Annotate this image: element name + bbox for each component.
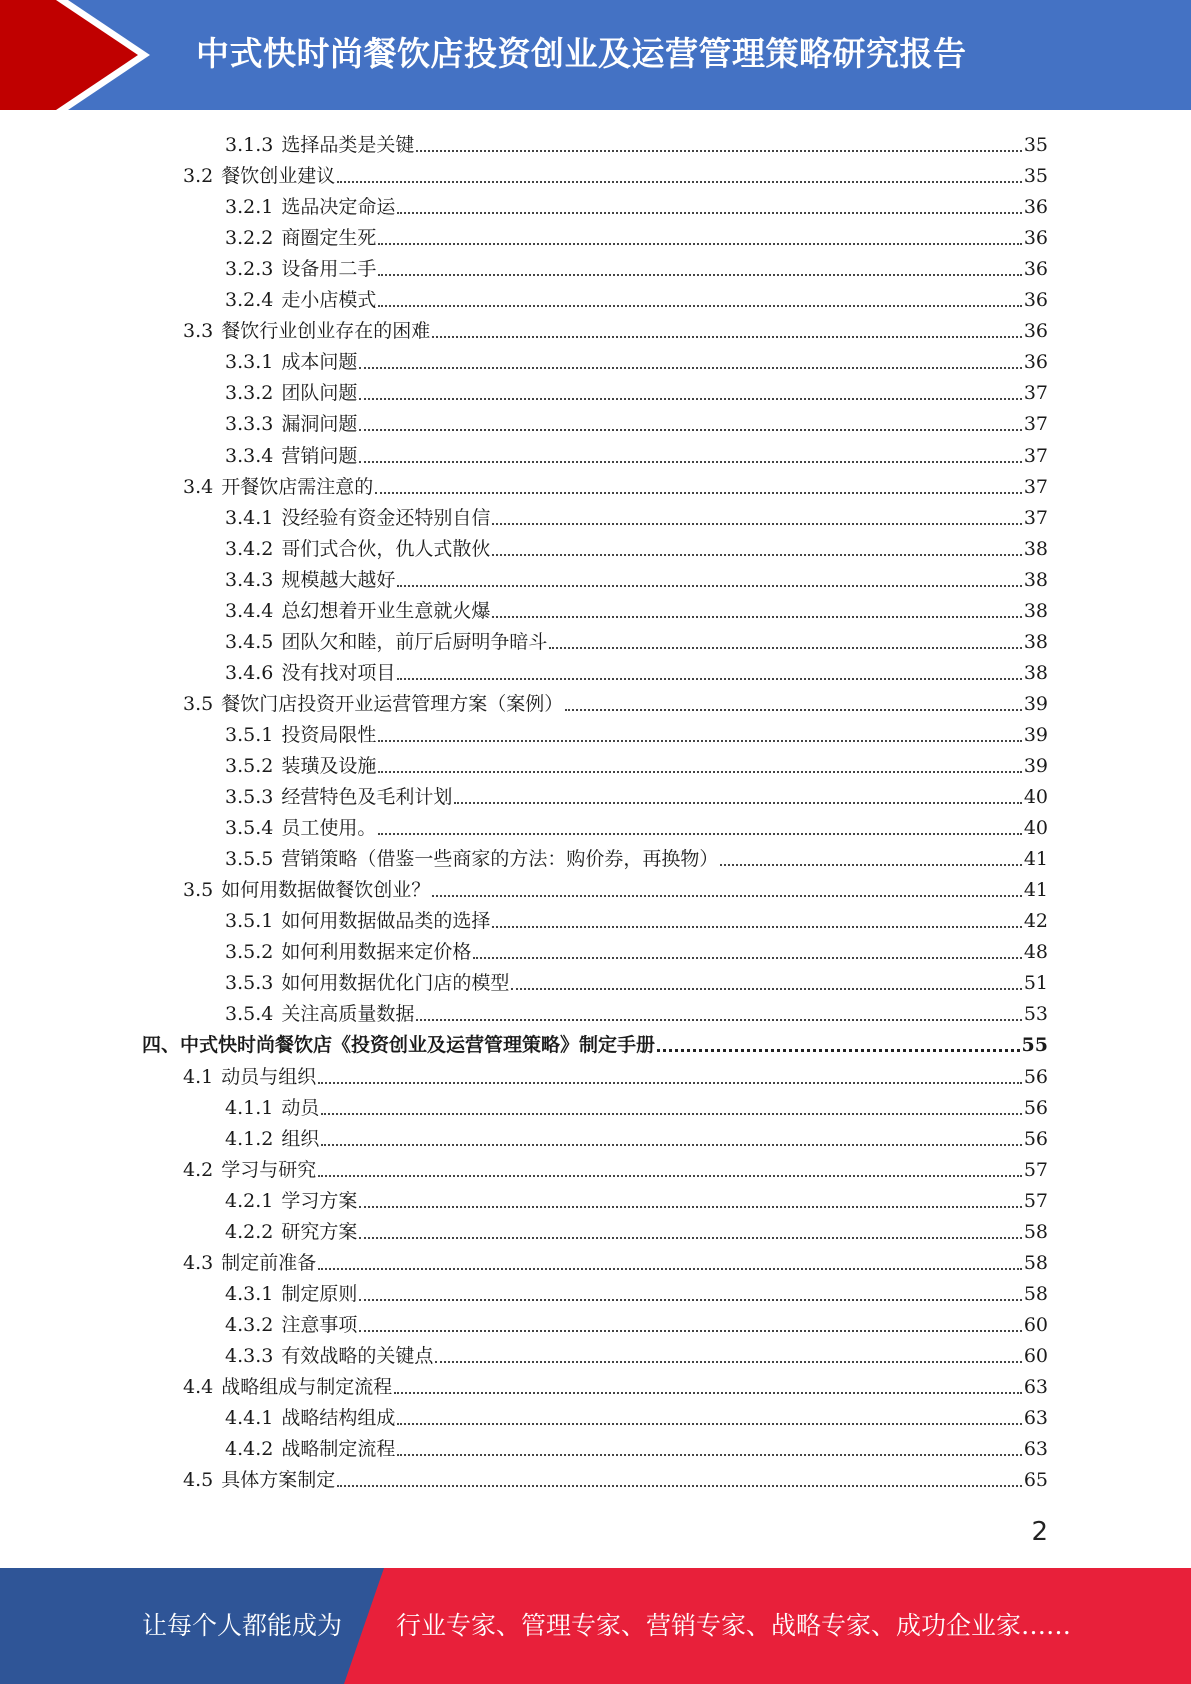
- toc-entry-page: 65: [1023, 1469, 1048, 1492]
- toc-entry-title: 餐饮门店投资开业运营管理方案（案例）: [221, 692, 564, 715]
- toc-entry-page: 39: [1023, 723, 1048, 746]
- toc-dot-leader: [416, 1019, 1021, 1021]
- footer-slogan-right: 行业专家、管理专家、营销专家、战略专家、成功企业家……: [396, 1611, 1072, 1640]
- toc-entry-number: 4.4.1: [225, 1407, 274, 1430]
- toc-entry-page: 36: [1023, 258, 1048, 281]
- toc-entry-page: 53: [1023, 1003, 1048, 1026]
- toc-entry-title: 开餐饮店需注意的: [221, 475, 374, 498]
- toc-entry[interactable]: [225, 903, 1048, 934]
- toc-entry[interactable]: [225, 1338, 1048, 1369]
- toc-entry-number: 3.1.3: [225, 134, 274, 156]
- toc-entry-page: 56: [1023, 1127, 1048, 1150]
- toc-entry-title: 战略制定流程: [281, 1438, 396, 1461]
- toc-entry-page: 36: [1023, 227, 1048, 250]
- toc-dot-leader: [321, 1113, 1021, 1115]
- toc-entry-title: 战略结构组成: [281, 1407, 396, 1430]
- toc-entry-page: 42: [1023, 910, 1048, 933]
- toc-entry-page: 48: [1023, 941, 1048, 964]
- toc-entry-title: 研究方案: [281, 1220, 358, 1243]
- toc-entry[interactable]: [225, 1307, 1048, 1338]
- toc-entry[interactable]: [183, 1462, 1048, 1493]
- toc-dot-leader: [337, 181, 1022, 183]
- toc-entry-number: 4.4.2: [225, 1438, 274, 1461]
- toc-dot-leader: [378, 740, 1021, 742]
- toc-dot-leader: [397, 212, 1021, 214]
- toc-dot-leader: [720, 864, 1021, 866]
- toc-entry[interactable]: [225, 562, 1048, 593]
- toc-entry-title: 如何用数据优化门店的模型: [281, 972, 510, 995]
- toc-entry-number: 4.4: [183, 1376, 214, 1398]
- toc-entry-page: 36: [1023, 320, 1048, 343]
- toc-entry[interactable]: [225, 438, 1048, 469]
- toc-dot-leader: [492, 523, 1021, 525]
- toc-entry-page: 38: [1023, 661, 1048, 684]
- toc-dot-leader: [359, 1330, 1021, 1332]
- toc-entry-title: 学习方案: [281, 1189, 358, 1212]
- toc-dot-leader: [397, 585, 1021, 587]
- toc-entry-title: 动员与组织: [221, 1065, 317, 1088]
- toc-entry-page: 35: [1023, 134, 1048, 156]
- toc-entry[interactable]: [225, 717, 1048, 748]
- toc-entry-page: 38: [1023, 537, 1048, 560]
- toc-entry-title: 没有找对项目: [281, 661, 396, 684]
- toc-entry-title: 有效战略的关键点: [281, 1344, 434, 1367]
- toc-entry-page: 36: [1023, 289, 1048, 312]
- toc-entry[interactable]: [225, 996, 1048, 1027]
- toc-dot-leader: [378, 274, 1021, 276]
- toc-entry[interactable]: [183, 469, 1048, 500]
- toc-dot-leader: [492, 554, 1021, 556]
- toc-entry[interactable]: [225, 1183, 1048, 1214]
- toc-entry-page: 51: [1023, 972, 1048, 995]
- toc-entry-number: 3.5.3: [225, 972, 274, 995]
- toc-entry-number: 3.5.3: [225, 786, 274, 809]
- toc-entry-number: 4.2.2: [225, 1220, 274, 1243]
- toc-entry-number: 4.3.1: [225, 1282, 274, 1305]
- toc-entry-title: 餐饮创业建议: [221, 165, 336, 188]
- toc-entry-number: 3.5.4: [225, 817, 274, 840]
- toc-entry-page: 36: [1023, 196, 1048, 219]
- toc-entry-title: 餐饮行业创业存在的困难: [221, 320, 431, 343]
- toc-dot-leader: [318, 1082, 1022, 1084]
- toc-entry-page: 37: [1023, 413, 1048, 436]
- toc-entry[interactable]: [225, 1090, 1048, 1121]
- toc-dot-leader: [359, 461, 1021, 463]
- toc-entry-title: 总幻想着开业生意就火爆: [281, 599, 491, 622]
- toc-entry-page: 41: [1023, 879, 1048, 902]
- toc-entry-number: 4.1.2: [225, 1127, 274, 1150]
- page-number: 2: [1031, 1517, 1048, 1547]
- toc-entry-number: 4.3.3: [225, 1344, 274, 1367]
- toc-entry[interactable]: [225, 220, 1048, 251]
- toc-entry-number: 4.3.2: [225, 1313, 274, 1336]
- toc-entry-number: 3.3.3: [225, 413, 274, 436]
- toc-entry-page: 38: [1023, 630, 1048, 653]
- toc-entry-title: 关注高质量数据: [281, 1003, 415, 1026]
- toc-entry-title: 哥们式合伙，仇人式散伙: [281, 537, 491, 560]
- toc-entry-number: 3.4.1: [225, 506, 274, 529]
- toc-dot-leader: [432, 895, 1022, 897]
- toc-entry-page: 35: [1023, 165, 1048, 188]
- toc-entry-title: 选品决定命运: [281, 196, 396, 219]
- toc-entry-number: 3.3.4: [225, 444, 274, 467]
- toc-entry[interactable]: [183, 686, 1048, 717]
- toc-dot-leader: [435, 1361, 1021, 1363]
- toc-entry-title: 制定原则: [281, 1282, 358, 1305]
- toc-entry-title: 学习与研究: [221, 1158, 317, 1181]
- toc-entry[interactable]: [225, 1431, 1048, 1462]
- page-header: [0, 0, 1191, 110]
- toc-entry-title: 选择品类是关键: [281, 134, 415, 156]
- toc-dot-leader: [394, 1392, 1022, 1394]
- toc-entry-page: 38: [1023, 568, 1048, 591]
- toc-entry-title: 规模越大越好: [281, 568, 396, 591]
- toc-entry-title: 如何用数据做餐饮创业？: [221, 879, 431, 902]
- toc-entry[interactable]: [225, 189, 1048, 220]
- toc-entry-title: 动员: [281, 1096, 320, 1119]
- toc-entry-page: 63: [1023, 1407, 1048, 1430]
- toc-entry-title: 经营特色及毛利计划: [281, 786, 453, 809]
- toc-dot-leader: [565, 709, 1022, 711]
- toc-entry[interactable]: [225, 127, 1048, 158]
- toc-entry-title: 团队问题: [281, 382, 358, 405]
- toc-entry-page: 58: [1023, 1282, 1048, 1305]
- toc-entry[interactable]: [225, 655, 1048, 686]
- toc-dot-leader: [657, 1049, 1020, 1052]
- toc-dot-leader: [511, 988, 1021, 990]
- toc-dot-leader: [397, 1454, 1021, 1456]
- toc-entry-number: 3.2.4: [225, 289, 274, 312]
- toc-entry-page: 55: [1021, 1034, 1048, 1057]
- toc-dot-leader: [432, 336, 1022, 338]
- toc-entry-number: 3.3: [183, 320, 214, 343]
- toc-dot-leader: [473, 957, 1021, 959]
- toc-entry-title: 设备用二手: [281, 258, 377, 281]
- report-title: 中式快时尚餐饮店投资创业及运营管理策略研究报告: [196, 34, 967, 73]
- toc-entry-title: 漏洞问题: [281, 413, 358, 436]
- toc-entry[interactable]: [225, 1400, 1048, 1431]
- toc-entry-page: 37: [1023, 444, 1048, 467]
- toc-entry[interactable]: [183, 872, 1048, 903]
- toc-entry-number: 3.4.2: [225, 537, 274, 560]
- toc-entry[interactable]: [225, 375, 1048, 406]
- toc-entry[interactable]: [225, 841, 1048, 872]
- toc-dot-leader: [359, 367, 1021, 369]
- toc-entry-page: 58: [1023, 1220, 1048, 1243]
- toc-entry[interactable]: [225, 251, 1048, 282]
- toc-entry-title: 团队欠和睦，前厅后厨明争暗斗: [281, 630, 548, 653]
- toc-entry-number: 3.5.2: [225, 941, 274, 964]
- toc-entry-page: 60: [1023, 1313, 1048, 1336]
- toc-entry[interactable]: [225, 531, 1048, 562]
- toc-entry-page: 39: [1023, 755, 1048, 777]
- toc-entry-title: 营销策略（借鉴一些商家的方法：购价券，再换物）: [281, 848, 719, 871]
- toc-entry[interactable]: [142, 1027, 1048, 1058]
- toc-entry-number: 3.5.2: [225, 755, 274, 777]
- toc-entry-title: 战略组成与制定流程: [221, 1376, 393, 1398]
- toc-dot-leader: [359, 1206, 1021, 1208]
- toc-entry-page: 57: [1023, 1189, 1048, 1212]
- toc-entry-page: 38: [1023, 599, 1048, 622]
- toc-entry-page: 36: [1023, 351, 1048, 374]
- toc-dot-leader: [359, 1299, 1021, 1301]
- toc-entry-title: 员工使用。: [281, 817, 377, 840]
- toc-entry-page: 63: [1023, 1438, 1048, 1461]
- toc-entry-number: 3.4.6: [225, 661, 274, 684]
- toc-entry-number: 3.5: [183, 692, 214, 715]
- toc-entry-number: 3.2.1: [225, 196, 274, 219]
- toc-entry-page: 40: [1023, 817, 1048, 840]
- toc-dot-leader: [492, 926, 1021, 928]
- toc-entry-page: 40: [1023, 786, 1048, 809]
- toc-entry[interactable]: [225, 624, 1048, 655]
- toc-dot-leader: [378, 243, 1021, 245]
- toc-dot-leader: [454, 802, 1021, 804]
- toc-dot-leader: [416, 150, 1021, 152]
- toc-entry-title: 商圈定生死: [281, 227, 377, 250]
- toc-dot-leader: [359, 429, 1021, 431]
- toc-entry-page: 37: [1023, 382, 1048, 405]
- toc-entry-title: 装璜及设施: [281, 755, 377, 777]
- toc-entry-page: 63: [1023, 1376, 1048, 1398]
- toc-entry-title: 成本问题: [281, 351, 358, 374]
- toc-entry-title: 四、中式快时尚餐饮店《投资创业及运营管理策略》制定手册: [142, 1034, 656, 1057]
- toc-dot-leader: [359, 1237, 1021, 1239]
- toc-entry[interactable]: [225, 593, 1048, 624]
- toc-entry-title: 注意事项: [281, 1313, 358, 1336]
- toc-entry-number: 3.3.2: [225, 382, 274, 405]
- toc-entry-page: 41: [1023, 848, 1048, 871]
- page-footer: [0, 1568, 1191, 1684]
- toc-dot-leader: [378, 305, 1021, 307]
- footer-slogan-left: 让每个人都能成为: [142, 1611, 343, 1640]
- toc-entry-page: 56: [1023, 1065, 1048, 1088]
- toc-entry[interactable]: [183, 1152, 1048, 1183]
- toc-entry-title: 如何利用数据来定价格: [281, 941, 472, 964]
- toc-entry-number: 3.5.1: [225, 723, 274, 746]
- toc-entry[interactable]: [225, 748, 1048, 779]
- toc-entry-number: 3.2.3: [225, 258, 274, 281]
- toc-entry-number: 3.2: [183, 165, 214, 188]
- toc-dot-leader: [492, 616, 1021, 618]
- toc-entry-title: 具体方案制定: [221, 1469, 336, 1492]
- toc-entry-title: 营销问题: [281, 444, 358, 467]
- toc-entry[interactable]: [183, 158, 1048, 189]
- toc-dot-leader: [321, 1144, 1021, 1146]
- toc-dot-leader: [337, 1485, 1022, 1487]
- toc-dot-leader: [378, 771, 1021, 773]
- toc-entry-number: 3.5.1: [225, 910, 274, 933]
- toc-entry-number: 4.2: [183, 1158, 214, 1181]
- toc-entry-number: 3.2.2: [225, 227, 274, 250]
- toc-entry-title: 制定前准备: [221, 1251, 317, 1274]
- toc-entry[interactable]: [225, 1121, 1048, 1152]
- toc-entry-title: 如何用数据做品类的选择: [281, 910, 491, 933]
- toc-entry-number: 3.5: [183, 879, 214, 902]
- header-arrow-graphic: [0, 0, 160, 110]
- toc-entry[interactable]: [225, 282, 1048, 313]
- toc-entry-page: 56: [1023, 1096, 1048, 1119]
- toc-entry[interactable]: [225, 1214, 1048, 1245]
- toc-entry[interactable]: [183, 1059, 1048, 1090]
- toc-entry[interactable]: [225, 344, 1048, 375]
- toc-dot-leader: [318, 1268, 1022, 1270]
- toc-entry-title: 走小店模式: [281, 289, 377, 312]
- toc-entry-page: 37: [1023, 475, 1048, 498]
- toc-entry-number: 3.4.3: [225, 568, 274, 591]
- toc-entry-number: 4.1: [183, 1065, 214, 1088]
- toc-dot-leader: [397, 678, 1021, 680]
- toc-dot-leader: [397, 1423, 1021, 1425]
- toc-entry-page: 57: [1023, 1158, 1048, 1181]
- toc-entry[interactable]: [225, 779, 1048, 810]
- toc-entry[interactable]: [225, 934, 1048, 965]
- toc-entry[interactable]: [183, 1369, 1048, 1400]
- toc-entry-number: 3.3.1: [225, 351, 274, 374]
- toc-entry-title: 投资局限性: [281, 723, 377, 746]
- toc-dot-leader: [378, 833, 1021, 835]
- toc-entry-page: 39: [1023, 692, 1048, 715]
- toc-entry-page: 37: [1023, 506, 1048, 529]
- toc-dot-leader: [359, 398, 1021, 400]
- toc-entry-number: 3.4.5: [225, 630, 274, 653]
- toc-entry[interactable]: [183, 313, 1048, 344]
- toc-entry-number: 3.5.4: [225, 1003, 274, 1026]
- toc-entry[interactable]: [225, 965, 1048, 996]
- toc-entry[interactable]: [225, 406, 1048, 437]
- toc-entry-number: 4.2.1: [225, 1189, 274, 1212]
- toc-entry-number: 3.4: [183, 475, 214, 498]
- toc-entry-number: 3.4.4: [225, 599, 274, 622]
- toc-entry-number: 3.5.5: [225, 848, 274, 871]
- toc-entry-page: 60: [1023, 1344, 1048, 1367]
- toc-entry[interactable]: [225, 1276, 1048, 1307]
- toc-entry[interactable]: [225, 500, 1048, 531]
- toc-entry-title: 没经验有资金还特别自信: [281, 506, 491, 529]
- toc-entry[interactable]: [225, 810, 1048, 841]
- toc-entry[interactable]: [183, 1245, 1048, 1276]
- toc-entry-number: 4.3: [183, 1251, 214, 1274]
- toc-entry-number: 4.5: [183, 1469, 214, 1492]
- toc-entry-title: 组织: [281, 1127, 320, 1150]
- toc-dot-leader: [375, 492, 1022, 494]
- toc-dot-leader: [549, 647, 1021, 649]
- toc-entry-number: 4.1.1: [225, 1096, 274, 1119]
- toc-dot-leader: [318, 1175, 1022, 1177]
- toc-entry-page: 58: [1023, 1251, 1048, 1274]
